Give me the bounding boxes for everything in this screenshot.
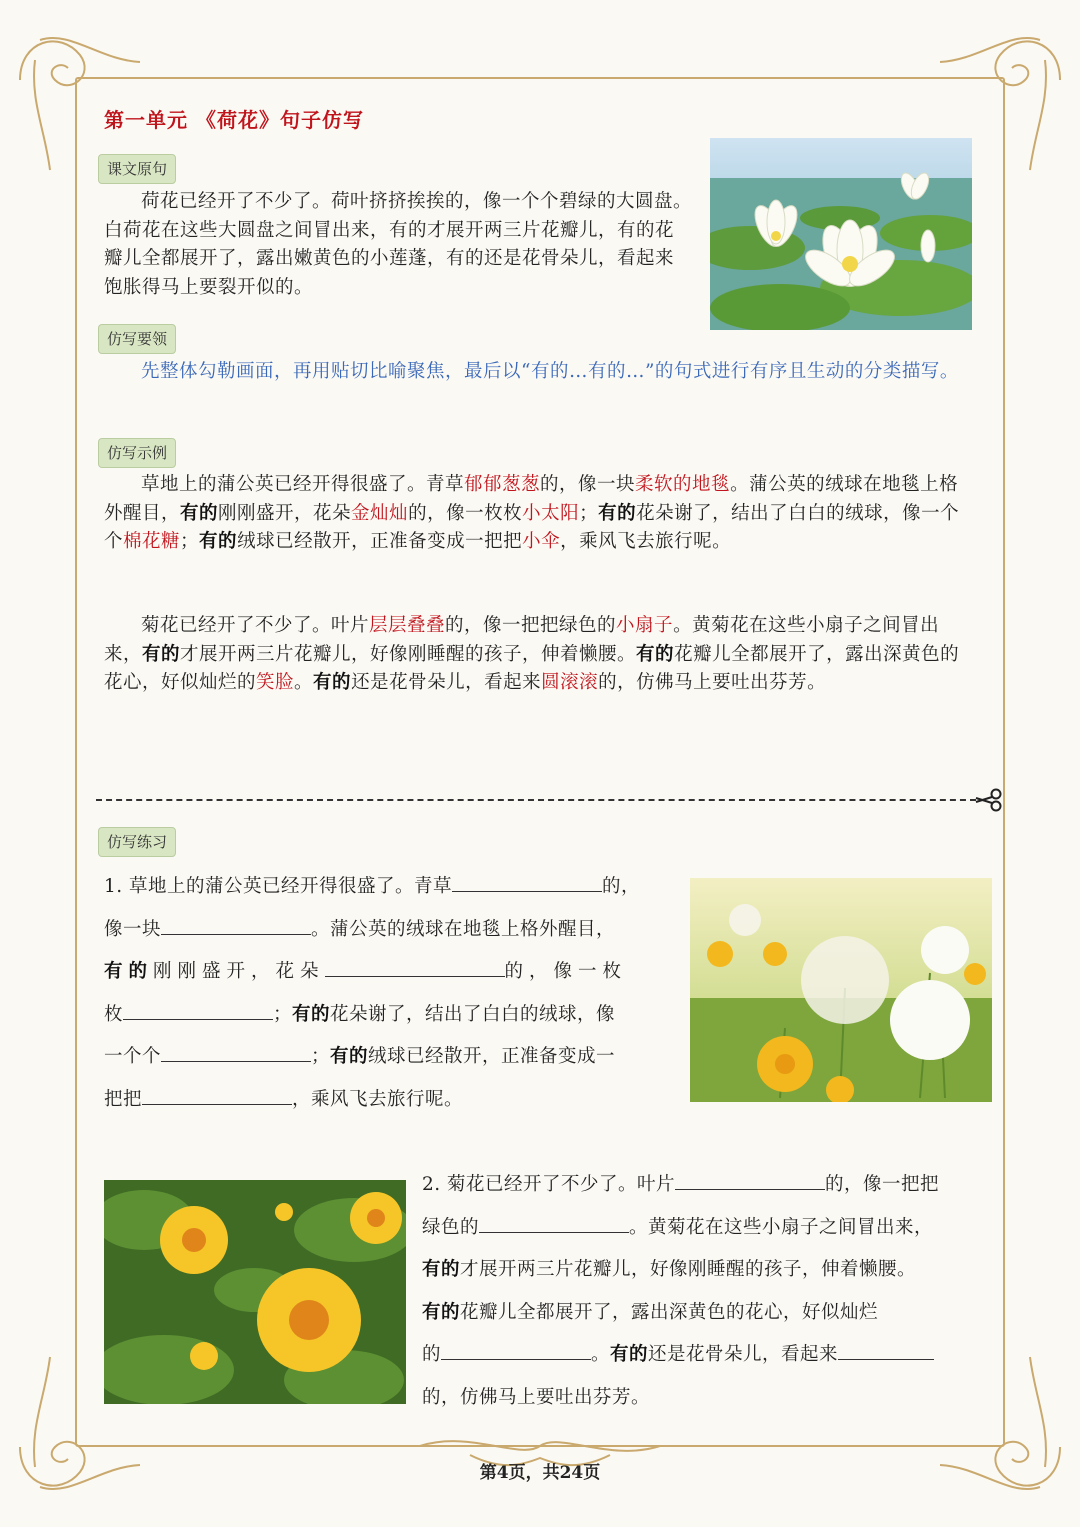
bold-word: 有的	[636, 643, 675, 665]
bold-word: 有的	[330, 1046, 369, 1067]
exercise-2	[422, 1164, 978, 1419]
bold-word: 有的	[104, 961, 154, 982]
answer-blank[interactable]	[161, 1043, 311, 1062]
text-segment: ；	[180, 531, 200, 552]
highlight-word: 圆滚滚	[541, 672, 599, 693]
highlight-word: 小扇子	[616, 615, 674, 636]
bold-word: 有的	[422, 1301, 461, 1323]
text-segment: 的，像一枚	[504, 961, 628, 982]
text-segment: 像一块	[104, 918, 162, 940]
text-segment: 的，像一把把绿色的	[445, 615, 617, 636]
bold-word: 有的	[292, 1003, 331, 1025]
bold-word: 有的	[598, 502, 637, 524]
text-segment: 。蒲公英的绒球在地毯上格外醒目，	[311, 918, 616, 940]
tag-example: 仿写示例	[98, 438, 176, 468]
highlight-word: 笑脸	[256, 672, 295, 693]
text-segment: 绒球已经散开，正准备变成一把把	[237, 531, 523, 552]
text-segment: 。	[294, 672, 314, 693]
page-number: 第4页，共24页	[479, 1463, 601, 1483]
text-segment: 的，像一枚枚	[408, 502, 523, 524]
bold-word: 有的	[422, 1259, 461, 1280]
text-segment: 2. 菊花已经开了不少了。叶片	[422, 1174, 676, 1195]
bold-word: 有的	[142, 643, 181, 665]
text-segment: 的，像一块	[540, 474, 636, 495]
text-segment: 草地上的蒲公英已经开得很盛了。青草	[141, 474, 465, 495]
highlight-word: 柔软的地毯	[635, 474, 731, 495]
answer-blank[interactable]	[838, 1341, 934, 1360]
exercise-line	[104, 1036, 674, 1079]
text-segment: 花瓣儿全都展开了，露出深黄色的花心，好似灿烂	[460, 1301, 879, 1323]
exercise-line	[422, 1164, 978, 1207]
tag-tips: 仿写要领	[98, 324, 176, 354]
text-segment: 才展开两三片花瓣儿，好像刚睡醒的孩子，伸着懒腰。	[460, 1259, 917, 1280]
answer-blank[interactable]	[123, 1001, 273, 1020]
highlight-word: 小伞	[522, 531, 561, 552]
text-segment: ，乘风飞去旅行呢。	[292, 1088, 464, 1110]
text-segment: 。黄菊花在这些小扇子之间冒出来，	[104, 615, 940, 665]
answer-blank[interactable]	[325, 958, 505, 977]
text-segment: 的	[422, 1344, 442, 1365]
bold-word: 有的	[313, 672, 352, 693]
exercise-line	[104, 909, 674, 952]
answer-blank[interactable]	[452, 873, 602, 892]
text-segment: 的，	[602, 876, 641, 897]
text-segment: ；	[579, 502, 599, 524]
text-segment: 。	[591, 1344, 611, 1365]
bold-word: 有的	[610, 1344, 649, 1365]
answer-blank[interactable]	[675, 1171, 825, 1190]
text-segment: 刚刚盛开，花朵	[218, 502, 352, 524]
text-segment: 枚	[104, 1003, 124, 1025]
text-segment: 把把	[104, 1088, 143, 1110]
answer-blank[interactable]	[479, 1214, 629, 1233]
text-segment: ；	[273, 1003, 293, 1025]
exercise-line	[104, 994, 674, 1037]
dandelion-image	[690, 878, 992, 1102]
highlight-word: 小太阳	[522, 502, 580, 524]
text-segment: 绿色的	[422, 1216, 480, 1238]
text-segment: 还是花骨朵儿，看起来	[351, 672, 542, 693]
example-paragraph-dandelion	[104, 471, 976, 557]
scissors-icon	[974, 788, 1004, 812]
cut-line	[96, 799, 976, 801]
exercise-1	[104, 866, 674, 1121]
text-segment: 才展开两三片花瓣儿，好像刚睡醒的孩子，伸着懒腰。	[180, 643, 637, 665]
answer-blank[interactable]	[161, 916, 311, 935]
tips-text: 先整体勾勒画面，再用贴切比喻聚焦，最后以“有的…有的…”的句式进行有序且生动的分类描写。	[141, 361, 959, 382]
example-paragraph-chrysanthemum	[104, 612, 976, 698]
text-segment: 菊花已经开了不少了。叶片	[141, 615, 370, 636]
answer-blank[interactable]	[142, 1086, 292, 1105]
exercise-line	[422, 1377, 978, 1420]
tag-original: 课文原句	[98, 154, 176, 184]
text-segment: 的，仿佛马上要吐出芬芳。	[598, 672, 827, 693]
exercise-line	[422, 1292, 978, 1335]
lotus-pond-image	[710, 138, 972, 330]
chrysanthemum-image	[104, 1180, 406, 1404]
text-segment: 。黄菊花在这些小扇子之间冒出来，	[629, 1216, 934, 1238]
exercise-line	[422, 1334, 978, 1377]
text-segment: 1. 草地上的蒲公英已经开得很盛了。青草	[104, 876, 453, 897]
text-segment: 花朵谢了，结出了白白的绒球，像	[330, 1003, 616, 1025]
bold-word: 有的	[180, 502, 219, 524]
text-segment: 还是花骨朵儿，看起来	[648, 1344, 839, 1365]
bold-word: 有的	[199, 531, 238, 552]
text-segment: 。蒲公英的绒球在地毯上格外醒目，	[104, 474, 959, 524]
exercise-line	[104, 1079, 674, 1122]
highlight-word: 郁郁葱葱	[464, 474, 541, 495]
page-title: 第一单元 《荷花》句子仿写	[104, 108, 364, 132]
text-segment: ；	[311, 1046, 331, 1067]
text-segment: 花朵谢了，结出了白白的绒球，像一个个	[104, 502, 960, 552]
answer-blank[interactable]	[441, 1341, 591, 1360]
tag-practice: 仿写练习	[98, 827, 176, 857]
highlight-word: 金灿灿	[351, 502, 409, 524]
text-segment: ，乘风飞去旅行呢。	[560, 531, 732, 552]
highlight-word: 层层叠叠	[369, 615, 446, 636]
text-segment: 绒球已经散开，正准备变成一	[368, 1046, 616, 1067]
text-segment: 花瓣儿全都展开了，露出深黄色的花心，好似灿烂的	[104, 643, 960, 693]
text-segment: 的，仿佛马上要吐出芬芳。	[422, 1386, 651, 1408]
original-text: 荷花已经开了不少了。荷叶挤挤挨挨的，像一个个碧绿的大圆盘。白荷花在这些大圆盘之间冒出来，有的才展开两三片花瓣儿，有的花瓣儿全都展开了，露出嫩黄色的小莲蓬，有的还是花骨朵儿，看起来饱胀得马上要裂开似的。	[104, 191, 693, 298]
exercise-line	[422, 1249, 978, 1292]
highlight-word: 棉花糖	[123, 531, 181, 552]
exercise-line	[104, 866, 674, 909]
text-segment: 一个个	[104, 1046, 162, 1067]
exercise-line	[422, 1207, 978, 1250]
text-segment: 刚刚盛开，花朵	[153, 961, 325, 982]
exercise-line	[104, 951, 674, 994]
text-segment: 的，像一把把	[825, 1174, 940, 1195]
